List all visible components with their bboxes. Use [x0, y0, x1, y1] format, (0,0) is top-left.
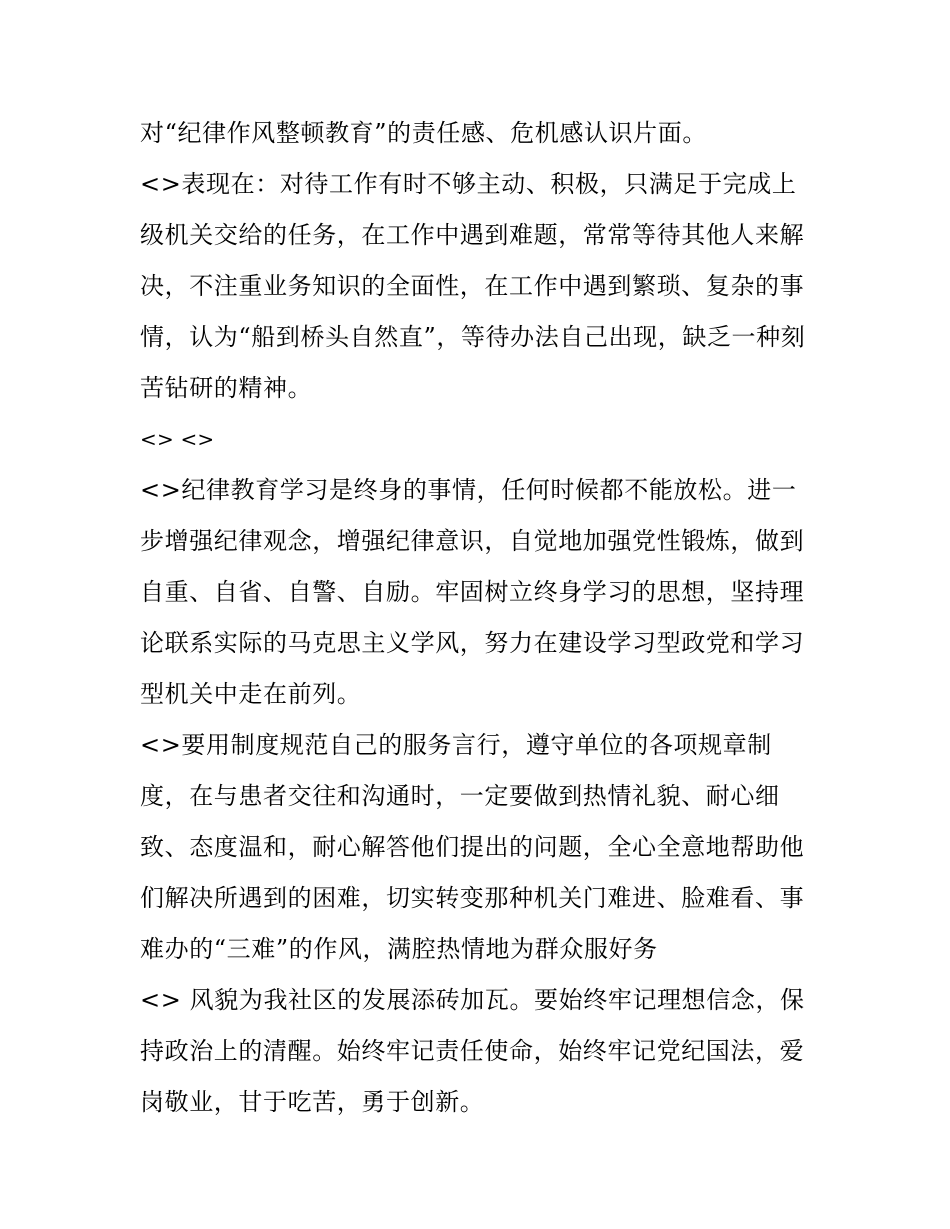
text-line: 自重、自省、自警、自励。牢固树立终身学习的思想，坚持理 — [140, 578, 805, 606]
text-line: 持政治上的清醒。始终牢记责任使命，始终牢记党纪国法，爱 — [140, 1037, 805, 1065]
text-line: <>要用制度规范自己的服务言行，遵守单位的各项规章制 — [140, 731, 772, 759]
text-line: 决，不注重业务知识的全面性，在工作中遇到繁琐、复杂的事 — [140, 272, 805, 300]
text-line: 步增强纪律观念，增强纪律意识，自觉地加强党性锻炼，做到 — [140, 527, 805, 555]
text-line: 情，认为“船到桥头自然直”，等待办法自己出现，缺乏一种刻 — [140, 323, 806, 351]
text-line: <>纪律教育学习是终身的事情，任何时候都不能放松。进一 — [140, 476, 797, 504]
text-line: <> 风貌为我社区的发展添砖加瓦。要始终牢记理想信念，保 — [140, 986, 805, 1014]
text-line: 岗敬业，甘于吃苦，勇于创新。 — [140, 1088, 485, 1116]
text-line: 论联系实际的马克思主义学风，努力在建设学习型政党和学习 — [140, 629, 805, 657]
text-line: <> <> — [140, 427, 215, 451]
text-line: 型机关中走在前列。 — [140, 680, 362, 708]
text-line: 对“纪律作风整顿教育”的责任感、危机感认识片面。 — [140, 119, 707, 147]
text-line: 度，在与患者交往和沟通时，一定要做到热情礼貌、耐心细 — [140, 782, 780, 810]
text-line: 级机关交给的任务，在工作中遇到难题，常常等待其他人来解 — [140, 221, 805, 249]
text-line: 致、态度温和，耐心解答他们提出的问题，全心全意地帮助他 — [140, 833, 805, 861]
text-line: 难办的“三难”的作风，满腔热情地为群众服好务 — [140, 935, 658, 963]
text-line: 苦钻研的精神。 — [140, 374, 313, 402]
text-line: <>表现在：对待工作有时不够主动、积极，只满足于完成上 — [140, 170, 797, 198]
document-body — [140, 108, 820, 1128]
text-line: 们解决所遇到的困难，切实转变那种机关门难进、脸难看、事 — [140, 884, 805, 912]
